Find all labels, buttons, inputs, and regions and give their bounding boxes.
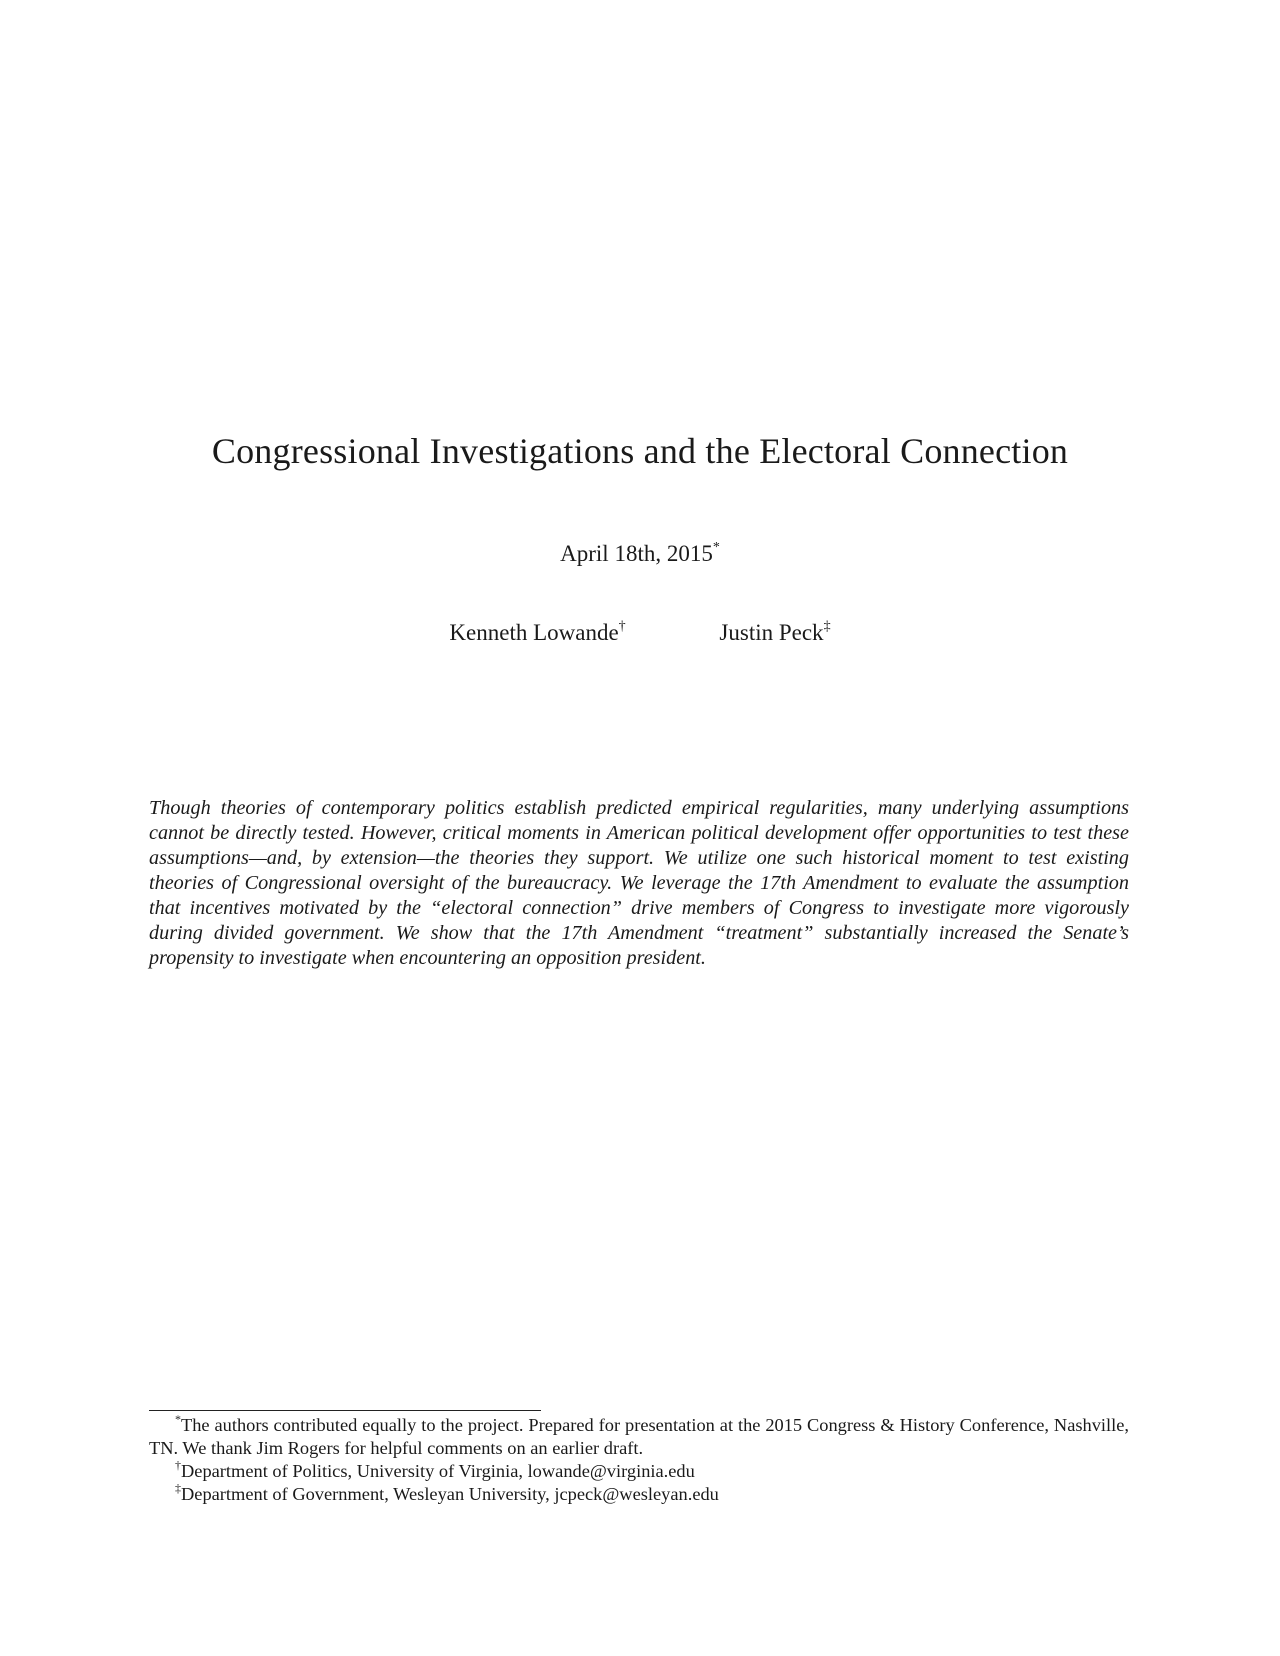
footnote-acknowledgements bbox=[149, 1411, 1129, 1460]
footnote-divider bbox=[149, 1410, 541, 1411]
author-name: Kenneth Lowande bbox=[449, 620, 619, 645]
author-list bbox=[0, 620, 1280, 646]
date-footnote-mark: * bbox=[712, 540, 720, 556]
author-kenneth-lowande bbox=[449, 620, 625, 646]
paper-title: Congressional Investigations and the Electoral Connection bbox=[211, 431, 1069, 471]
footnote-mark: ‡ bbox=[175, 1480, 181, 1495]
footnote-mark: † bbox=[175, 1457, 181, 1472]
paper-date bbox=[0, 541, 1280, 567]
footnotes bbox=[149, 1411, 1129, 1506]
author-justin-peck bbox=[719, 620, 830, 646]
author-footnote-mark: † bbox=[618, 619, 626, 635]
footnote-text: Department of Politics, University of Virginia, lowande@virginia.edu bbox=[181, 1461, 695, 1481]
author-name: Justin Peck bbox=[719, 620, 824, 645]
abstract: Though theories of contemporary politics establish predicted empirical regularities, many underlying assumptions cannot be directly tested. However, critical moments in American political development offer opportunities to test these assumptions—and, by extension—the theories they support. We utilize one such historical moment to test existing theories of Congressional oversight of the bureaucracy. We leverage the 17th Amendment to evaluate the assumption that incentives motivated by the “electoral connection” drive members of Congress to investigate more vigorously during divided government. We show that the 17th Amendment “treatment” substantially increased the Senate’s propensity to investigate when encountering an opposition president. bbox=[149, 797, 1129, 969]
footnote-affiliation-peck bbox=[149, 1480, 1129, 1506]
footnote-mark: * bbox=[175, 1411, 181, 1426]
author-footnote-mark: ‡ bbox=[823, 619, 831, 635]
footnote-affiliation-lowande bbox=[149, 1457, 1129, 1483]
date-text: April 18th, 2015 bbox=[560, 541, 713, 566]
footnote-text: The authors contributed equally to the project. Prepared for presentation at the 2015 Congress & History Conference, Nashville, TN. We thank Jim Rogers for helpful comments on an earlier draft. bbox=[149, 1415, 1129, 1458]
footnote-text: Department of Government, Wesleyan University, jcpeck@wesleyan.edu bbox=[181, 1484, 719, 1504]
